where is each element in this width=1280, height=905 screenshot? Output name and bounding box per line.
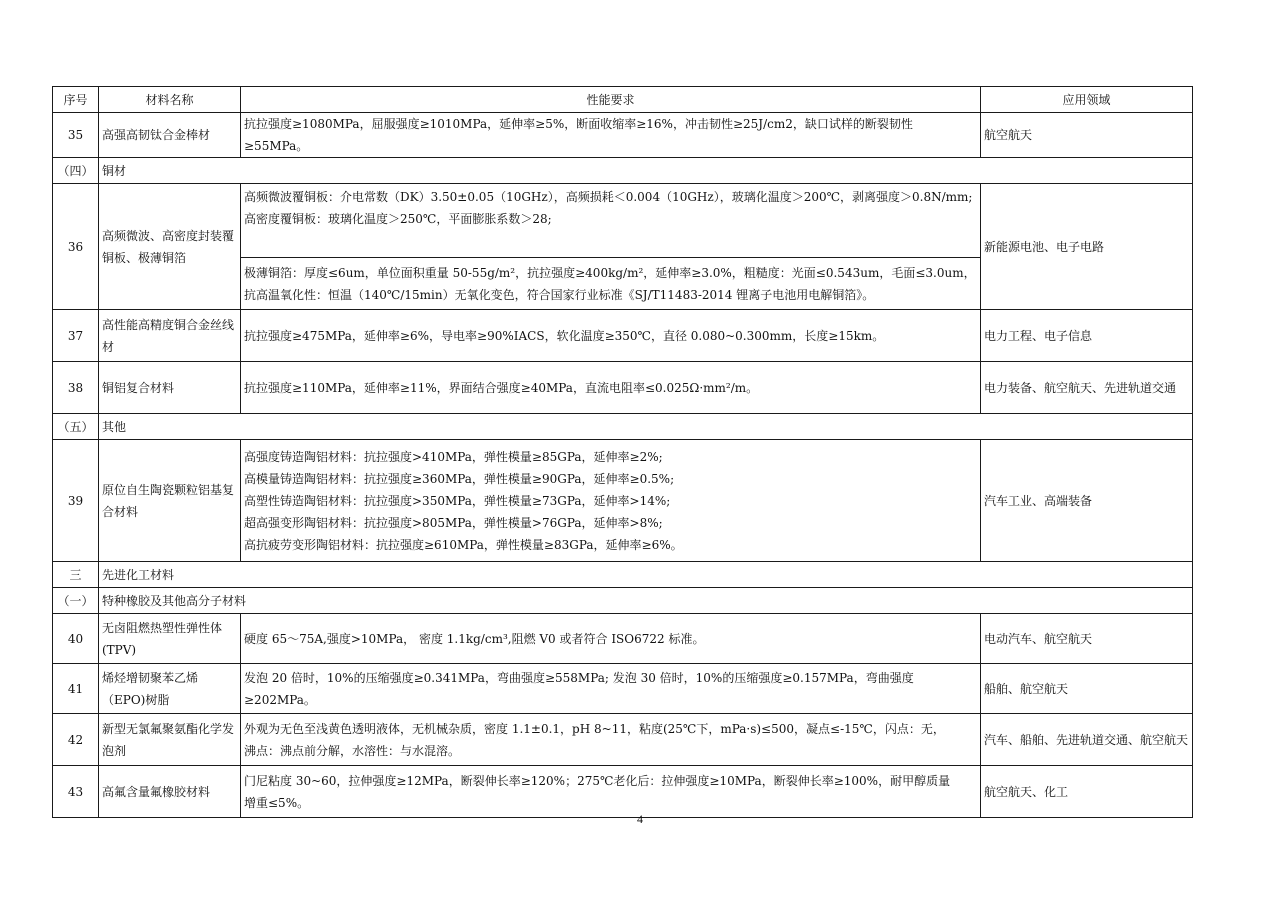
material-name: 新型无氯氟聚氨酯化学发泡剂 [99,714,241,766]
material-name: 烯烃增韧聚苯乙烯（EPO)树脂 [99,664,241,714]
requirement-line: 超高强变形陶铝材料：抗拉强度>805MPa，弹性模量>76GPa，延伸率>8%; [244,515,663,530]
application: 电力装备、航空航天、先进轨道交通 [981,362,1193,414]
requirements [241,258,981,310]
material-name: 高氟含量氟橡胶材料 [99,766,241,818]
section-label: （五） [53,414,99,440]
section-label: 三 [53,562,99,588]
application: 船舶、航空航天 [981,664,1193,714]
application: 电力工程、电子信息 [981,310,1193,362]
requirements: 发泡 20 倍时，10%的压缩强度≥0.341MPa，弯曲强度≥558MPa; 发泡 30 倍时，10%的压缩强度≥0.157MPa，弯曲强度≥202MPa。 [241,664,981,714]
requirement-line: 高强度铸造陶铝材料：抗拉强度>410MPa，弹性模量≥85GPa，延伸率≥2%; [244,449,663,464]
requirement-line: 外观为无色至浅黄色透明液体，无机械杂质，密度 1.1±0.1，pH 8~11，粘度(25℃下，mPa·s)≤500，凝点≤-15℃，闪点：无， [244,721,945,736]
row-number: 35 [53,113,99,158]
table-row [53,614,1193,664]
table-header-row [53,87,1193,113]
row-number: 38 [53,362,99,414]
application: 电动汽车、航空航天 [981,614,1193,664]
requirement-line: 高抗疲劳变形陶铝材料：抗拉强度≥610MPa，弹性模量≥83GPa，延伸率≥6%。 [244,537,683,552]
row-number: 39 [53,440,99,562]
header-application: 应用领域 [981,87,1193,113]
requirements: 硬度 65～75A,强度>10MPa， 密度 1.1kg/cm³,阻燃 V0 或者符合 ISO6722 标准。 [241,614,981,664]
table-row [53,714,1193,766]
material-name: 高性能高精度铜合金丝线材 [99,310,241,362]
application: 航空航天 [981,113,1193,158]
row-number: 43 [53,766,99,818]
table-row [53,362,1193,414]
section-row [53,414,1193,440]
application: 汽车工业、高端装备 [981,440,1193,562]
header-no: 序号 [53,87,99,113]
requirement-line: 极薄铜箔：厚度≤6um，单位面积重量 50-55g/m²，抗拉强度≥400kg/m²，延伸率≥3.0%，粗糙度：光面≤0.543um，毛面≤3.0um， [244,265,976,280]
material-name: 高强高韧钛合金棒材 [99,113,241,158]
requirement-line: 高塑性铸造陶铝材料：抗拉强度>350MPa，弹性模量≥73GPa，延伸率>14%; [244,493,671,508]
requirements: 抗拉强度≥1080MPa，屈服强度≥1010MPa，延伸率≥5%，断面收缩率≥16%，冲击韧性≥25J/cm2，缺口试样的断裂韧性≥55MPa。 [241,113,981,158]
row-number: 41 [53,664,99,714]
section-title: 先进化工材料 [99,562,1193,588]
requirements [241,766,981,818]
header-name: 材料名称 [99,87,241,113]
requirement-line: 增重≤5%。 [244,795,310,810]
requirement-line: 高频微波覆铜板：介电常数（DK）3.50±0.05（10GHz），高频损耗＜0.004（10GHz），玻璃化温度＞200℃，剥离强度＞0.8N/mm; [244,190,973,204]
requirement-line: 沸点：沸点前分解，水溶性：与水混溶。 [244,743,461,758]
requirements: 抗拉强度≥110MPa，延伸率≥11%，界面结合强度≥40MPa，直流电阻率≤0.025Ω·mm²/m。 [241,362,981,414]
section-title: 铜材 [99,158,1193,184]
section-row [53,588,1193,614]
section-label: （一） [53,588,99,614]
section-title: 特种橡胶及其他高分子材料 [99,588,1193,614]
section-row [53,562,1193,588]
header-requirements: 性能要求 [241,87,981,113]
table-row [53,113,1193,158]
requirement-line: 抗高温氧化性：恒温（140℃/15min）无氧化变色，符合国家行业标准《SJ/T11483-2014 锂离子电池用电解铜箔》。 [244,287,875,302]
material-name: 高频微波、高密度封装覆铜板、极薄铜箔 [99,184,241,310]
table-row [53,766,1193,818]
application: 新能源电池、电子电路 [981,184,1193,310]
row-number: 37 [53,310,99,362]
row-number: 42 [53,714,99,766]
requirement-line: 门尼粘度 30~60，拉伸强度≥12MPa，断裂伸长率≥120%；275℃老化后：拉伸强度≥10MPa，断裂伸长率≥100%，耐甲醇质量 [244,773,951,788]
section-title: 其他 [99,414,1193,440]
materials-table [52,86,1193,818]
row-number: 36 [53,184,99,310]
requirements [241,714,981,766]
table-row [53,310,1193,362]
requirements [241,440,981,562]
material-name: 无卤阻燃热塑性弹性体(TPV) [99,614,241,664]
requirements [241,184,981,258]
application: 汽车、船舶、先进轨道交通、航空航天 [981,714,1193,766]
section-label: （四） [53,158,99,184]
material-name: 原位自生陶瓷颗粒铝基复合材料 [99,440,241,562]
table-row [53,664,1193,714]
table-row [53,184,1193,258]
application: 航空航天、化工 [981,766,1193,818]
requirement-line: 高模量铸造陶铝材料：抗拉强度≥360MPa，弹性模量≥90GPa，延伸率≥0.5%; [244,471,675,486]
table-row [53,440,1193,562]
material-name: 铜铝复合材料 [99,362,241,414]
requirements: 抗拉强度≥475MPa，延伸率≥6%，导电率≥90%IACS，软化温度≥350℃，直径 0.080~0.300mm，长度≥15km。 [241,310,981,362]
requirement-line: 高密度覆铜板：玻璃化温度＞250℃，平面膨胀系数＞28; [244,212,552,226]
section-row [53,158,1193,184]
page-number: 4 [637,812,643,826]
row-number: 40 [53,614,99,664]
